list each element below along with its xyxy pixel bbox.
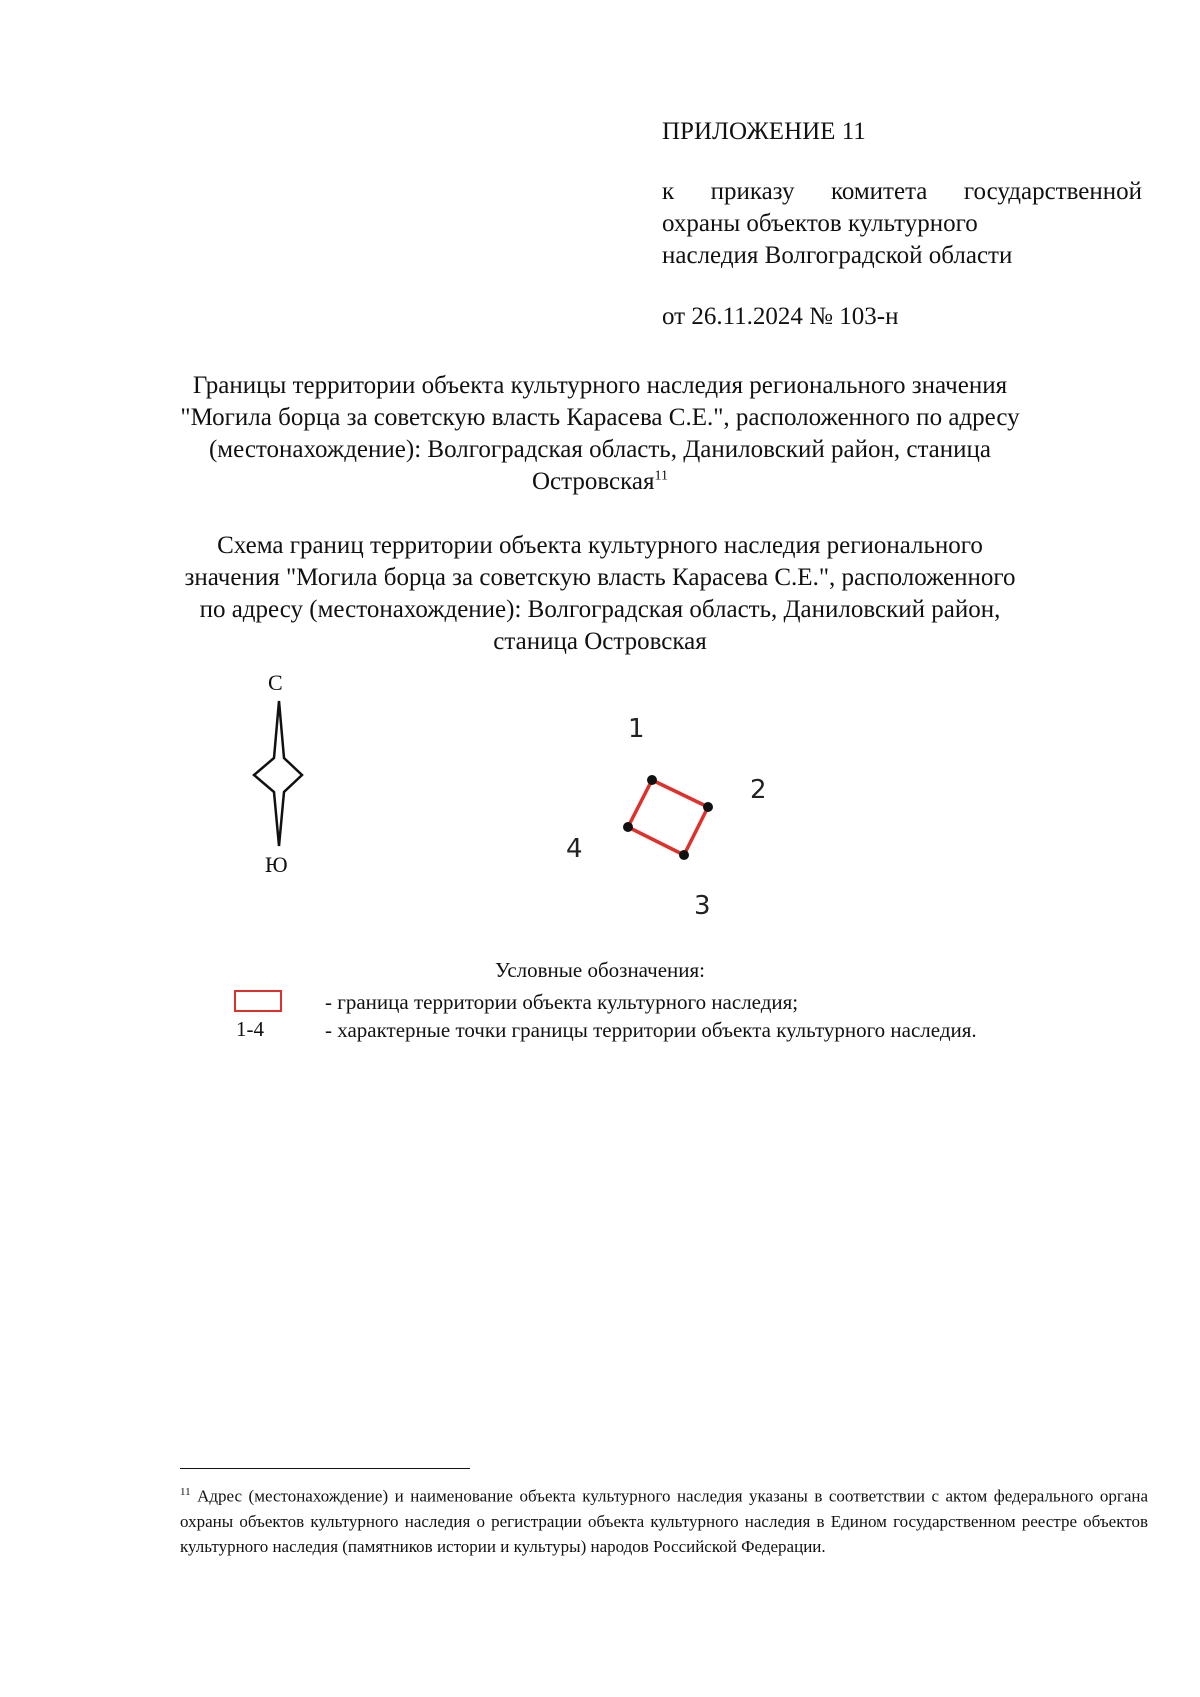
heading-line-1: Границы территории объекта культурного наследия регионального значения — [192, 372, 1008, 399]
appendix-order-line-3: наследия Волгоградской области — [662, 242, 1013, 269]
appendix-title: ПРИЛОЖЕНИЕ 11 — [662, 118, 866, 145]
appendix-order-line-1: к приказу комитета государственной — [662, 178, 1142, 205]
boundary-point-1 — [647, 775, 657, 785]
legend-points-key: 1-4 — [236, 1017, 264, 1041]
compass-south-label: Ю — [265, 852, 288, 877]
compass-north-label: С — [268, 670, 283, 695]
point-label-3: 3 — [694, 891, 711, 921]
point-label-4: 4 — [566, 834, 583, 864]
point-label-2: 2 — [750, 775, 767, 805]
footnote-number: 11 — [180, 1486, 191, 1498]
order-date-number: от 26.11.2024 № 103-н — [662, 303, 899, 330]
heading-line-2: "Могила борца за советскую власть Карасева С.Е.", расположенного по адресу — [180, 404, 1020, 431]
scheme-title-line-1: Схема границ территории объекта культурного наследия регионального — [217, 532, 983, 559]
scheme-title-line-4: станица Островская — [493, 628, 707, 655]
scheme-title-line-2: значения "Могила борца за советскую власть Карасева С.Е.", расположенного — [184, 564, 1016, 591]
legend-boundary-text: - граница территории объекта культурного наследия; — [325, 990, 799, 1014]
legend-title: Условные обозначения: — [494, 958, 706, 982]
appendix-order-line-2: охраны объектов культурного — [662, 210, 978, 237]
boundary-point-2 — [703, 802, 713, 812]
legend-points-text: - характерные точки границы территории объекта культурного наследия. — [325, 1018, 977, 1042]
footnote-divider — [180, 1468, 470, 1469]
boundary-point-3 — [679, 850, 689, 860]
footnote-reference: 11 — [654, 468, 668, 484]
footnote — [180, 1480, 1148, 1559]
footnote-text: Адрес (местонахождение) и наименование объекта культурного наследия указаны в соответствии с актом федерального органа охраны объектов культурного наследия о регистрации объекта культурного наследия в Едином государственном реестре объектов культурного наследия (памятников истории и культуры) народов Российской Федерации. — [180, 1486, 1149, 1556]
boundary-point-4 — [623, 822, 633, 832]
compass-rose-icon — [254, 701, 302, 846]
heritage-boundary-polygon — [628, 780, 708, 855]
heading-line-3: (местонахождение): Волгоградская область, Даниловский район, станица — [208, 436, 992, 463]
scheme-title-line-3: по адресу (местонахождение): Волгоградская область, Даниловский район, — [199, 596, 1001, 623]
point-label-1: 1 — [628, 714, 645, 744]
legend-boundary-swatch — [234, 990, 282, 1012]
heading-line-4-text: Островская — [532, 468, 655, 495]
